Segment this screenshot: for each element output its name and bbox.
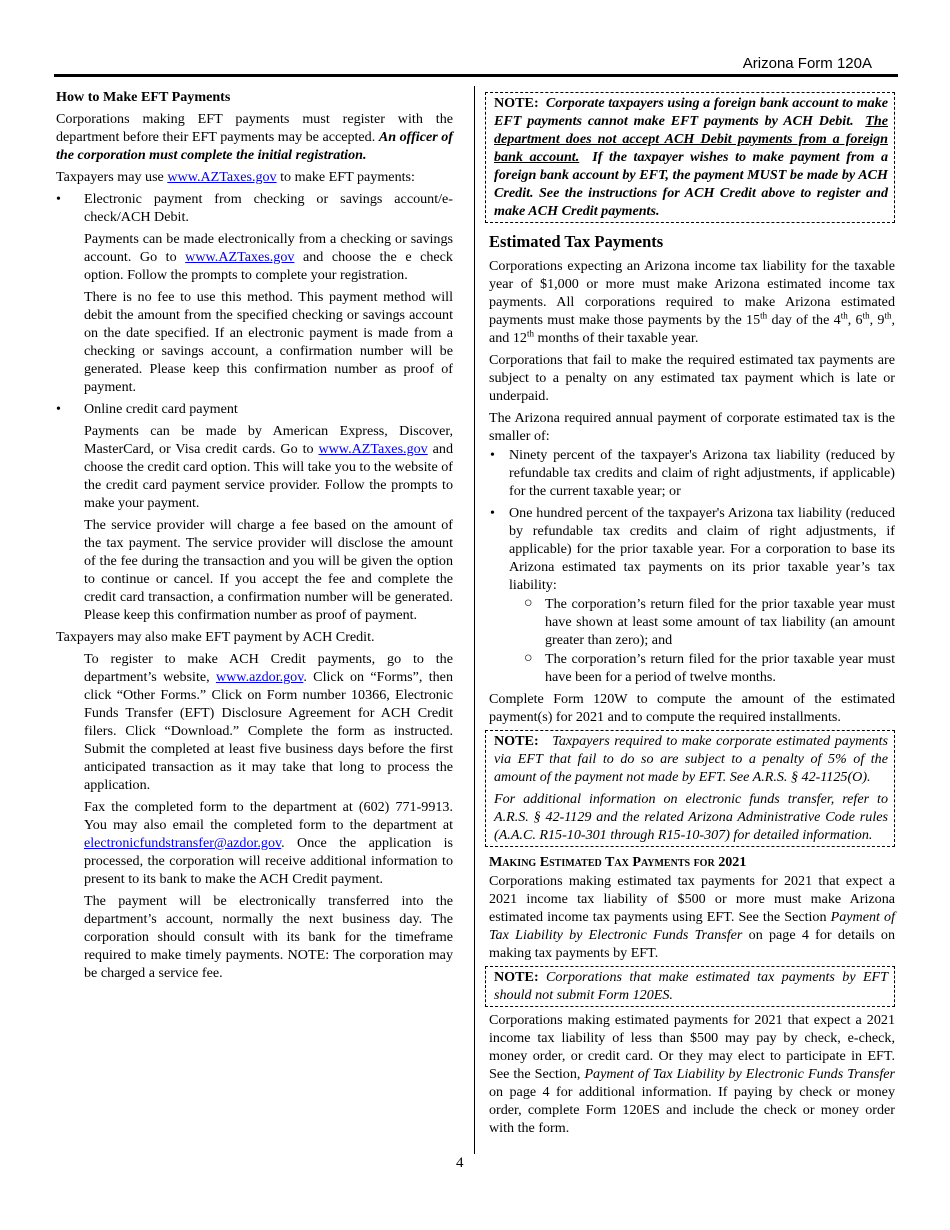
credit-card-text-2: and choose the credit card option. This will take you to the website of the credit card payment service provider. Follow the prompts to make your payment. (84, 441, 453, 511)
making-text-b: on page 4 for details on making tax payments by EFT. (489, 927, 895, 961)
prior-year-condition-1 (489, 595, 895, 649)
ach-text-3: Fax the completed form to the department at (602) 771-9913. You may also email the completed form to the department at (84, 799, 453, 833)
required-payment-text-1: Ninety percent of the taxpayer's Arizona tax liability (reduced by refundable tax credits and claim of right adjustments, if applicable) for the current taxable year; or (509, 447, 895, 499)
est-text-d: , 9 (869, 312, 885, 328)
superscript: th (884, 310, 892, 321)
echeck-para-1 (56, 230, 453, 284)
superscript: th (760, 310, 768, 321)
ach-text-2: . Click on “Forms”, then click “Other Forms.” Click on Form number 10366, Electronic Funds Transfer (EFT) Disclosure Agreement for ACH Credit filers. Click “Download.” Complete the form as instructed. Submit the completed at least five business days before the first anticipated transaction as it may take that long to process the application. (84, 669, 453, 793)
circle-bullet-icon: ○ (524, 650, 533, 666)
est-text-a: Corporations expecting an Arizona income tax liability for the taxable year of $1,000 or more must make Arizona estimated income tax payments. All corporations required to make Arizona estimated payments must make those payments by the 15 (489, 258, 895, 328)
eft-intro (56, 110, 453, 164)
superscript: th (862, 310, 870, 321)
note-label: NOTE: (494, 969, 539, 985)
eft-use-line (56, 168, 453, 186)
note2-text-1: Taxpayers required to make corporate estimated payments via EFT that fail to do so are subject to a penalty of 5% of the amount of the payment not made by EFT. See A.R.S. § 42-1125(O). (494, 733, 888, 785)
ach-text-1: To register to make ACH Credit payments, go to the department’s website, (84, 651, 453, 685)
bullet-icon: • (56, 401, 61, 417)
eft-email-link[interactable]: electronicfundstransfer@azdor.gov (84, 835, 282, 851)
use-prefix: Taxpayers may use (56, 169, 164, 185)
making-text-italic-2: Payment of Tax Liability by Electronic Funds Transfer (584, 1066, 895, 1082)
est-text-b: day of the 4 (771, 312, 841, 328)
bullet-credit-card (56, 400, 453, 418)
eft-penalty-text (494, 732, 888, 786)
form-120es-note (485, 966, 895, 1007)
estimated-para-3: The Arizona required annual payment of corporate estimated tax is the smaller of: (489, 410, 895, 444)
estimated-para-2: Corporations that fail to make the required estimated tax payments are subject to a penalty on any estimated tax payment which is late or underpaid. (489, 352, 895, 404)
note1-text-a: Corporate taxpayers using a foreign bank account to make EFT payments cannot make EFT payments by ACH Debit. (494, 95, 889, 129)
note-label: NOTE: (494, 733, 539, 749)
est-text-e: , and 12 (489, 312, 896, 346)
use-suffix: to make EFT payments: (280, 169, 415, 185)
required-payment-bullet-2 (489, 504, 895, 594)
column-divider (474, 86, 475, 1154)
ach-text-4: . Once the application is processed, the corporation will receive additional information to present to its bank to make the ACH Credit payment. (84, 835, 453, 887)
making-text-d: on page 4 for additional information. If paying by check or money order, complete Form 120ES and include the check or money order with the form. (489, 1084, 895, 1136)
required-payment-bullet-1 (489, 446, 895, 500)
prior-year-condition-text-2: The corporation’s return filed for the prior taxable year must have been for a period of twelve months. (545, 651, 895, 685)
estimated-tax-heading: Estimated Tax Payments (489, 232, 664, 251)
bullet-echeck (56, 190, 453, 226)
credit-card-para-1 (56, 422, 453, 512)
note2-text-2: For additional information on electronic funds transfer, refer to A.R.S. § 42-1129 and the related Arizona Administrative Code rules (A.A.C. R15-10-301 through R15-10-307) for detailed information. (494, 791, 888, 843)
making-text-a: Corporations making estimated tax payments for 2021 that expect a 2021 income tax liability of $500 or more must make Arizona estimated income tax payments using EFT. See the Section (489, 873, 895, 925)
eft-heading: How to Make EFT Payments (56, 89, 231, 105)
making-text-italic: Payment of Tax Liability by Electronic Funds Transfer (489, 909, 896, 943)
echeck-text-2: and choose the e check option. Follow the prompts to complete your registration. (84, 249, 453, 283)
credit-card-text-1: Payments can be made by American Express, Discover, MasterCard, or Visa credit cards. Go to (84, 423, 453, 457)
bullet-icon: • (490, 447, 495, 463)
page-number: 4 (456, 1155, 464, 1171)
estimated-para-1 (489, 257, 895, 347)
bullet-credit-card-title: Online credit card payment (84, 401, 238, 417)
making-para-2 (489, 1011, 895, 1137)
left-column (56, 88, 453, 986)
making-text-c: Corporations making estimated payments for 2021 that expect a 2021 income tax liability of less than $500 may pay by check, e-check, money order, or credit card. Or they may elect to participate in EFT. See the Section, (489, 1012, 895, 1082)
superscript: th (526, 328, 534, 339)
ach-para-3: The payment will be electronically transferred into the department’s account, normally the next business day. The corporation should consult with its bank for the timeframe required to make timely payments. NOTE: The corporation may be charged a service fee. (84, 893, 453, 981)
note3-text: Corporations that make estimated tax payments by EFT should not submit Form 120ES. (494, 969, 888, 1003)
header-rule (54, 74, 898, 77)
right-column (489, 92, 895, 1141)
eft-intro-text: Corporations making EFT payments must register with the department before their EFT payments may be accepted. (56, 111, 453, 145)
estimated-para-4: Complete Form 120W to compute the amount of the estimated payment(s) for 2021 and to compute the required installments. (489, 691, 895, 725)
making-para-1 (489, 872, 895, 962)
form-title: Arizona Form 120A (742, 55, 872, 72)
note-label: NOTE: (494, 95, 539, 111)
form-120es-note-text (494, 968, 888, 1004)
prior-year-condition-2 (489, 650, 895, 686)
credit-card-para-2: The service provider will charge a fee based on the amount of the tax payment. The service provider will disclose the amount of the fee during the transaction and you will be given the option to continue or cancel. If you accept the fee and complete the credit card transaction, a confirmation number will be generated. Please keep this confirmation number as proof of payment. (84, 517, 453, 623)
making-estimated-heading: Making Estimated Tax Payments for 2021 (489, 854, 747, 870)
aztaxes-link-echeck[interactable]: www.AZTaxes.gov (185, 249, 295, 265)
required-payment-text-2: One hundred percent of the taxpayer's Arizona tax liability (reduced by refundable tax credits and claim of right adjustments, if applicable) for the prior taxable year. For a corporation to base its Arizona estimated tax payments on its prior taxable year’s tax liability: (509, 505, 895, 593)
eft-penalty-note (485, 730, 895, 847)
ach-para-2 (56, 798, 453, 888)
echeck-para-2: There is no fee to use this method. This payment method will debit the amount from the specified checking or savings account on the date specified. If an electronic payment is made from a checking or savings account, a confirmation number will be generated. Please keep this confirmation number as proof of payment. (84, 289, 453, 395)
superscript: th (840, 310, 848, 321)
aztaxes-link[interactable]: www.AZTaxes.gov (167, 169, 277, 185)
eft-intro-emphasis: An officer of the corporation must complete the initial registration. (56, 129, 453, 163)
note1-text-b: If the taxpayer wishes to make payment from a foreign bank account by EFT, the payment MUST be made by ACH Credit. See the instructions for ACH Credit above to register and make ACH Credit payments. (494, 149, 889, 219)
est-text-f: months of their taxable year. (537, 330, 699, 346)
foreign-bank-note (485, 92, 895, 223)
prior-year-condition-text-1: The corporation’s return filed for the prior taxable year must have shown at least some amount of tax liability (an amount greater than zero); and (545, 596, 895, 648)
est-text-c: , 6 (847, 312, 863, 328)
echeck-text-1: Payments can be made electronically from a checking or savings account. Go to (84, 231, 453, 265)
bullet-icon: • (56, 191, 61, 207)
note1-underlined: The department does not accept ACH Debit payments from a foreign bank account. (494, 113, 888, 165)
bullet-icon: • (490, 505, 495, 521)
eft-reference-text (494, 790, 888, 844)
ach-para-1 (56, 650, 453, 794)
azdor-link[interactable]: www.azdor.gov (215, 669, 304, 685)
ach-intro: Taxpayers may also make EFT payment by ACH Credit. (56, 629, 375, 645)
foreign-bank-note-text (494, 94, 888, 220)
bullet-echeck-title: Electronic payment from checking or savings account/e-check/ACH Debit. (84, 191, 453, 225)
circle-bullet-icon: ○ (524, 595, 533, 611)
aztaxes-link-credit-card[interactable]: www.AZTaxes.gov (318, 441, 428, 457)
